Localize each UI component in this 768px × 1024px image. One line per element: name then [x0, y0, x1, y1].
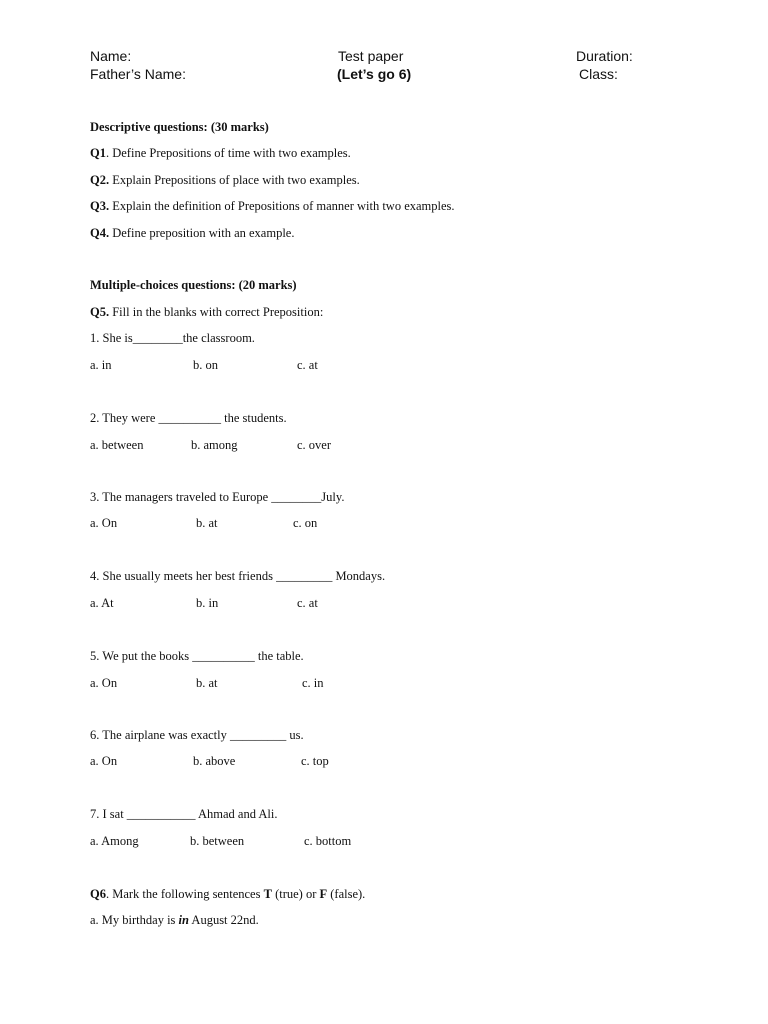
question-number: Q5. — [90, 305, 110, 319]
mcq-item-3: 3. The managers traveled to Europe ________July. — [90, 490, 345, 504]
tf-item-a — [90, 913, 259, 928]
page-title: Test paper — [338, 48, 404, 64]
option-b: b. at — [196, 516, 218, 530]
question-text: Fill in the blanks with correct Preposition: — [109, 305, 324, 319]
option-a: a. in — [90, 358, 112, 372]
question-number: Q4. — [90, 226, 110, 240]
option-c: c. top — [301, 754, 329, 768]
option-b: b. above — [193, 754, 236, 768]
father-name-label: Father’s Name: — [90, 66, 186, 82]
option-a: a. At — [90, 596, 114, 610]
question-q6 — [90, 887, 365, 902]
duration-label: Duration: — [576, 48, 633, 64]
question-text: (true) or — [271, 887, 320, 901]
question-q2 — [90, 173, 360, 188]
question-text: (false). — [327, 887, 366, 901]
question-number: Q3. — [90, 199, 110, 213]
question-q1 — [90, 146, 351, 161]
option-a: a. On — [90, 754, 118, 768]
question-text: Define preposition with an example. — [109, 226, 295, 240]
true-marker: T — [263, 887, 272, 901]
option-c: c. on — [293, 516, 318, 530]
question-text: . Define Prepositions of time with two examples. — [105, 146, 351, 160]
class-label: Class: — [579, 66, 618, 82]
option-a: a. Among — [90, 834, 139, 848]
option-c: c. in — [302, 676, 324, 690]
question-number: Q1 — [90, 146, 106, 160]
false-marker: F — [319, 887, 328, 901]
tf-text: a. My birthday is — [90, 913, 179, 927]
question-q4 — [90, 226, 294, 241]
mcq-item-7: 7. I sat ___________ Ahmad and Ali. — [90, 807, 278, 821]
question-number: Q6 — [90, 887, 106, 901]
option-a: a. On — [90, 676, 118, 690]
question-number: Q2. — [90, 173, 110, 187]
mcq-item-6: 6. The airplane was exactly _________ us. — [90, 728, 304, 742]
option-b: b. in — [196, 596, 219, 610]
question-text: . Mark the following sentences — [105, 887, 264, 901]
option-c: c. bottom — [304, 834, 352, 848]
option-b: b. on — [193, 358, 218, 372]
mcq-item-2: 2. They were __________ the students. — [90, 411, 287, 425]
mcq-item-5: 5. We put the books __________ the table. — [90, 649, 304, 663]
option-b: b. between — [190, 834, 245, 848]
mcq-item-1: 1. She is________the classroom. — [90, 331, 255, 345]
option-a: a. On — [90, 516, 118, 530]
name-label: Name: — [90, 48, 132, 64]
question-text: Explain the definition of Prepositions of manner with two examples. — [109, 199, 455, 213]
option-b: b. at — [196, 676, 218, 690]
option-a: a. between — [90, 438, 144, 452]
tf-text: August 22nd. — [188, 913, 259, 927]
mcq-heading: Multiple-choices questions: (20 marks) — [90, 278, 297, 292]
option-c: c. over — [297, 438, 332, 452]
option-b: b. among — [191, 438, 238, 452]
question-q3 — [90, 199, 455, 214]
option-c: c. at — [297, 596, 318, 610]
page-subtitle: (Let’s go 6) — [337, 66, 412, 82]
question-q5 — [90, 305, 323, 320]
question-text: Explain Prepositions of place with two examples. — [109, 173, 360, 187]
descriptive-heading: Descriptive questions: (30 marks) — [90, 120, 269, 134]
emphasized-preposition: in — [178, 913, 189, 927]
mcq-item-4: 4. She usually meets her best friends _________ Mondays. — [90, 569, 386, 583]
option-c: c. at — [297, 358, 318, 372]
